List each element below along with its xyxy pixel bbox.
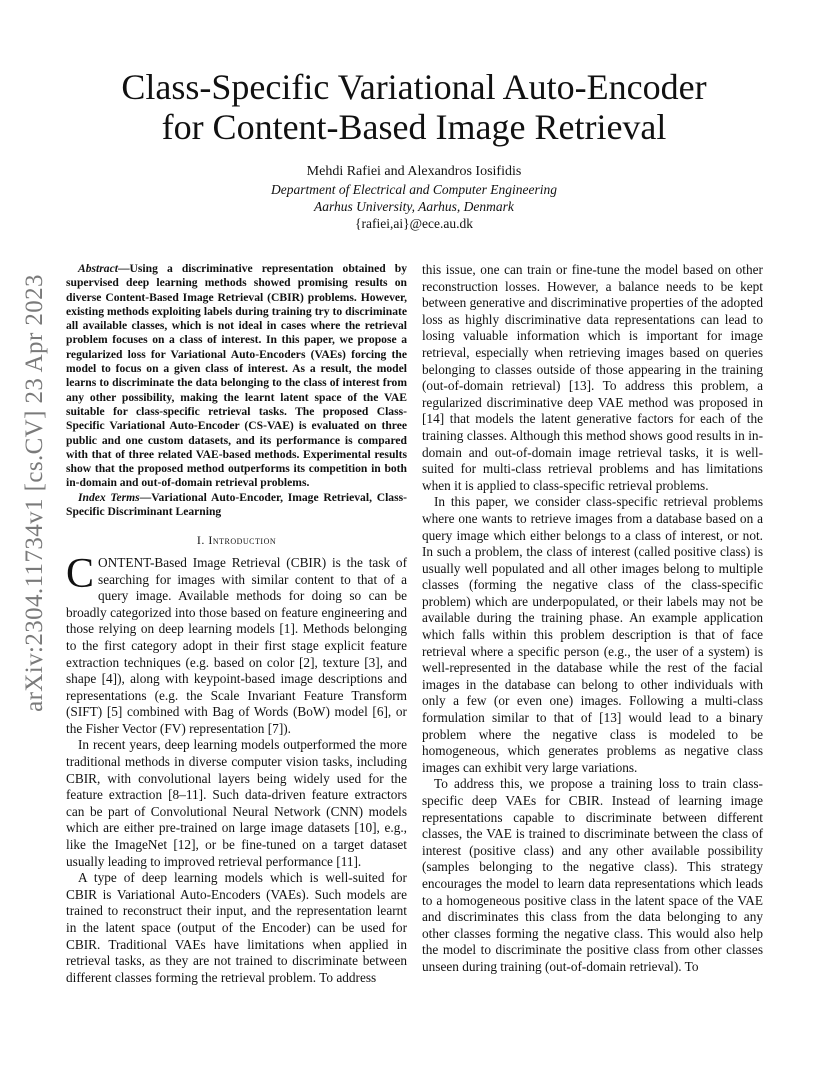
- author-email: {rafiei,ai}@ece.au.dk: [355, 216, 473, 231]
- intro-p1-text: ONTENT-Based Image Retrieval (CBIR) is the task of searching for images with similar content to that of a query image. Available methods for doing so can be broadly categorized into those based on feature engineering and those relying on deep learning models [1]. Methods belonging to the first category adopt in their first stage explicit feature extraction techniques (e.g. based on color [2], texture [3], and shape [4]), along with keypoint-based image descriptions and representations (e.g. the Scale Invariant Feature Transform (SIFT) [5] combined with Bag of Words (BoW) model [6], or the Fisher Vector (FV) representation [7]).: [66, 554, 407, 736]
- index-terms-label: Index Terms: [78, 490, 140, 504]
- affiliation-university: Aarhus University, Aarhus, Denmark: [314, 199, 514, 214]
- index-terms-text: —Variational Auto-Encoder, Image Retrieval, Class-Specific Discriminant Learning: [66, 490, 407, 519]
- title-line-1: Class-Specific Variational Auto-Encoder: [121, 67, 707, 107]
- intro-paragraph-1: [66, 550, 407, 738]
- arxiv-id-text: arXiv:2304.11734v1 [cs.CV] 23 Apr 2023: [21, 274, 49, 712]
- right-paragraph-3: To address this, we propose a training loss to train class-specific deep VAEs for CBIR. Instead of learning image representations capable to discriminate between different classes, the VAE is trained to discriminate between the class of interest (positive class) and any other available possibility (samples belonging to the negative class). This strategy encourages the model to learn data representations which leads to a homogeneous positive class in the latent space of the VAE and discriminates this class from the data belonging to any other classes forming the negative class. This would also help the model to discriminate the positive class from other classes unseen during training (out-of-domain retrieval). To: [422, 776, 763, 974]
- right-paragraph-1: this issue, one can train or fine-tune the model based on other reconstruction losses. However, a balance needs to be kept between generative and discriminative properties of the adopted loss as highly discriminative data representations can lead to losing valuable information which is important for image retrieval, especially when retrieving images based on queries belonging to classes outside of those appearing in the training (out-of-domain retrieval) [13]. To address this problem, a regularized discriminative deep VAE method was proposed in [14] that models the latent generative factors for each of the training classes. Although this method shows good results in in-domain and out-of-domain image retrieval tasks, it is well-suited for multi-class retrieval problems and has limitations when it is applied to class-specific retrieval problems.: [422, 262, 763, 493]
- intro-paragraph-3: A type of deep learning models which is well-suited for CBIR is Variational Auto-Encoders (VAEs). Such models are trained to reconstruct their input, and the representation learnt in the latent space (output of the Encoder) can be used for CBIR. Traditional VAEs have limitations when applied in retrieval tasks, as they are not trained to discriminate between different classes forming the retrieval problem. To address: [66, 870, 407, 985]
- left-column: [66, 262, 407, 986]
- intro-paragraph-2: In recent years, deep learning models outperformed the more traditional methods in diverse computer vision tasks, including CBIR, with convolutional layers being widely used for the feature extraction [8–11]. Such data-driven feature extractors can be part of Convolutional Neural Network (CNN) models which are either pre-trained on large image datasets [10], e.g., like the ImageNet [12], or be fine-tuned on a target dataset usually leading to improved retrieval performance [11].: [66, 737, 407, 869]
- right-column: [422, 262, 763, 976]
- title-line-2: for Content-Based Image Retrieval: [161, 107, 667, 147]
- drop-cap: C: [66, 550, 95, 597]
- index-terms: [66, 491, 407, 520]
- authors: Mehdi Rafiei and Alexandros Iosifidis: [306, 164, 522, 179]
- arxiv-identifier: [20, 274, 50, 712]
- right-paragraph-2: In this paper, we consider class-specific retrieval problems where one wants to retrieve images from a database based on a query image which either belongs to a class of interest, or not. In such a problem, the class of interest (called positive class) is usually well populated and all other images belong to multiple classes (forming the negative class of the class-specific problem) which are underpopulated, or their labels may not be available during the training phase. An example application which falls within this problem description is that of face retrieval where a specific person (e.g., the user of a system) is well-represented in the database while the rest of the facial images in the database can belong to other individuals with only a few (or even one) images. Following a multi-class formulation similar to that of [13] would lead to a binary problem where the negative class is modeled to be homogeneous, which generates problems as negative class images can exhibit very large variations.: [422, 494, 763, 775]
- abstract: [66, 262, 407, 491]
- affiliation-department: Department of Electrical and Computer Engineering: [270, 182, 558, 197]
- section-heading-introduction: I. Introduction: [196, 533, 277, 548]
- abstract-label: Abstract: [78, 262, 118, 275]
- abstract-text: —Using a discriminative representation obtained by supervised deep learning methods showed promising results on diverse Content-Based Image Retrieval (CBIR) problems. However, existing methods exploiting labels during training try to discriminate all available classes, which is not ideal in cases where the retrieval problem focuses on a class of interest. In this paper, we propose a regularized loss for Variational Auto-Encoders (VAEs) forcing the model to focus on a given class of interest. As a result, the model learns to discriminate the data belonging to the class of interest from any other possibility, making the learnt latent space of the VAE suitable for class-specific retrieval tasks. The proposed Class-Specific Variational Auto-Encoder (CS-VAE) is evaluated on three public and one custom datasets, and its performance is compared with that of three related VAE-based methods. Experimental results show that the proposed method outperforms its competition in both in-domain and out-of-domain retrieval problems.: [66, 262, 407, 490]
